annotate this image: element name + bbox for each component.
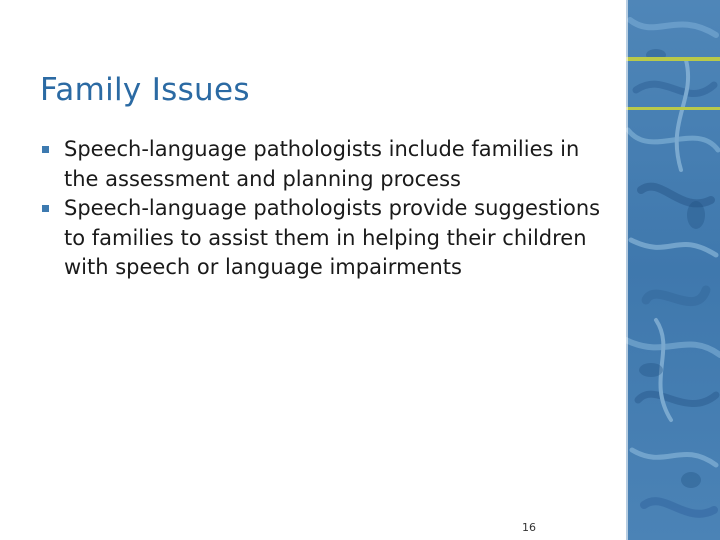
square-bullet-icon: [42, 146, 49, 153]
bullet-item: [42, 194, 617, 283]
bullet-item: [42, 135, 617, 194]
bullet-list: [42, 135, 617, 283]
slide-title: Family Issues: [40, 72, 250, 108]
page-number: 16: [522, 521, 536, 534]
bullet-text: Speech-language pathologists provide suggestions to families to assist them in helping their children with speech or language impairments: [64, 196, 601, 279]
bullet-text: Speech-language pathologists include families in the assessment and planning process: [64, 137, 580, 191]
decorative-side-panel: [626, 0, 720, 540]
square-bullet-icon: [42, 205, 49, 212]
